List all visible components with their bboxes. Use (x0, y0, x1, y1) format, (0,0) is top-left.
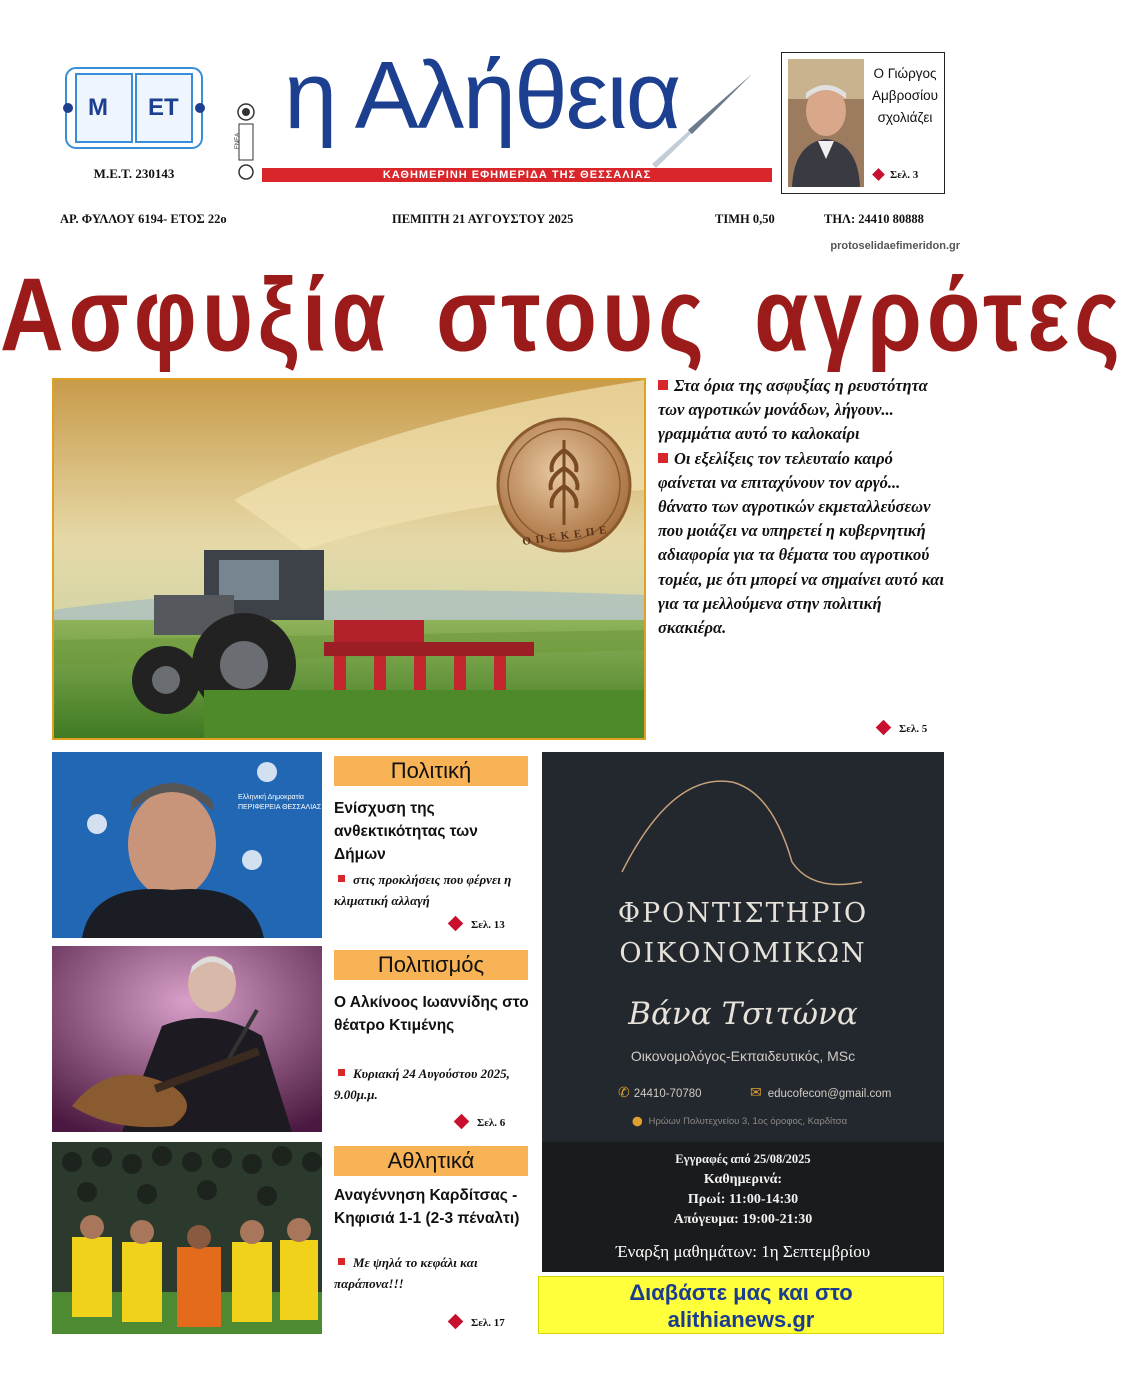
columnist-photo (788, 59, 864, 187)
diamond-icon (448, 916, 464, 932)
diamond-icon (454, 1114, 470, 1130)
ad-address-text: Ηρώων Πολυτεχνείου 3, 1ος όροφος, Καρδίτσα (648, 1116, 848, 1127)
bullet-icon (658, 453, 668, 463)
politics-sub (334, 869, 530, 911)
issue-price: ΤΙΜΗ 0,50 (715, 212, 775, 226)
phone-icon: ✆ (618, 1084, 630, 1100)
columnist-line2: Αμβροσίου (872, 88, 938, 103)
politics-photo-text2: ΠΕΡΙΦΕΡΕΙΑ ΘΕΣΣΑΛΙΑΣ (238, 804, 322, 811)
opekepe-label: Ο Π Ε Κ Ε Π Ε (521, 524, 609, 548)
met-code: Μ.Ε.Τ. 230143 (93, 166, 175, 181)
ad-role: Οικονομολόγος-Εκπαιδευτικός, MSc (630, 1048, 856, 1064)
politics-sub-text: στις προκλήσεις που φέρνει η κλιματική αλλαγή (334, 872, 512, 908)
bullet-icon (338, 1258, 345, 1265)
bullet-icon (658, 380, 668, 390)
ad-email[interactable] (750, 1084, 891, 1101)
main-bullet-2 (658, 447, 948, 641)
sports-sub (334, 1252, 530, 1294)
section-sports[interactable]: Αθλητικά (334, 1146, 528, 1176)
met-right-letters: ΕΤ (148, 94, 179, 121)
politics-title[interactable]: Ενίσχυση της ανθεκτικότητας των Δήμων (334, 800, 478, 863)
culture-page: Σελ. 6 (477, 1117, 506, 1129)
newspaper-title-text: η Αλήθεια (284, 42, 680, 149)
ad-phone[interactable] (618, 1084, 702, 1101)
ad-enroll: Εγγραφές από 25/08/2025 (675, 1152, 811, 1166)
columnist-line1: Ο Γιώργος (873, 66, 937, 81)
seal-text: ΕΝΕΑ (235, 132, 242, 150)
culture-sub-text: Κυριακή 24 Αυγούστου 2025, 9.00μ.μ. (334, 1066, 510, 1102)
ad-morning: Πρωί: 11:00-14:30 (687, 1192, 799, 1207)
columnist-caption (866, 63, 944, 129)
issue-number: ΑΡ. ΦΥΛΛΟΥ 6194- ΕΤΟΣ 22ο (60, 212, 227, 226)
sports-page-ref[interactable] (450, 1316, 505, 1329)
newspaper-title[interactable] (262, 42, 772, 170)
ad-schedule (542, 1142, 944, 1272)
section-politics[interactable]: Πολιτική (334, 756, 528, 786)
culture-sub (334, 1063, 530, 1105)
columnist-page-ref[interactable] (874, 169, 944, 181)
ad-phone-text: 24410-70780 (633, 1088, 702, 1100)
enea-seal (236, 102, 256, 182)
tagline: ΚΑΘΗΜΕΡΙΝΗ ΕΦΗΜΕΡΙΔΑ ΤΗΣ ΘΕΣΣΑΛΙΑΣ (262, 168, 772, 182)
main-page-ref[interactable] (878, 722, 927, 735)
tutoring-ad[interactable] (542, 752, 944, 1272)
source-watermark: protoselidaefimeridon.gr (830, 240, 960, 252)
ad-afternoon: Απόγευμα: 19:00-21:30 (673, 1212, 813, 1227)
location-icon: ⬤ (632, 1116, 643, 1127)
culture-photo[interactable] (52, 946, 322, 1132)
website-promo[interactable] (538, 1276, 944, 1334)
columnist-box[interactable] (781, 52, 945, 194)
main-headline[interactable]: Ασφυξία στους αγρότες (0, 255, 1125, 373)
ad-email-text: educofecon@gmail.com (767, 1088, 892, 1100)
bullet-icon (338, 1069, 345, 1076)
issue-date: ΠΕΜΠΤΗ 21 ΑΥΓΟΥΣΤΟΥ 2025 (392, 212, 574, 226)
ad-title-1: ΦΡΟΝΤΙΣΤΗΡΙΟ (617, 898, 869, 929)
sports-photo[interactable] (52, 1142, 322, 1334)
politics-photo-text1: Ελληνική Δημοκρατία (238, 794, 304, 801)
main-bullet-1-text: Στα όρια της ασφυξίας η ρευστότητα των αγροτικών μονάδων, λήγουν... γραμμάτια αυτό το καλοκαίρι (658, 376, 928, 444)
columnist-page: Σελ. 3 (890, 169, 919, 181)
ad-start: Έναρξη μαθημάτων: 1η Σεπτεμβρίου (615, 1242, 871, 1261)
culture-page-ref[interactable] (456, 1116, 505, 1129)
ad-curve-decoration (542, 752, 944, 902)
diamond-icon (876, 720, 892, 736)
columnist-line3: σχολιάζει (877, 110, 933, 125)
politics-photo[interactable] (52, 752, 322, 938)
culture-title[interactable]: Ο Αλκίνοος Ιωαννίδης στο θέατρο Κτιμένης (334, 994, 529, 1034)
sports-sub-text: Με ψηλά το κεφάλι και παράπονα!!! (334, 1255, 478, 1291)
sports-page: Σελ. 17 (471, 1317, 505, 1329)
mail-icon: ✉ (750, 1084, 762, 1100)
diamond-icon (872, 168, 885, 181)
ad-name: Βάνα Τσιτώνα (628, 996, 858, 1032)
main-story-photo[interactable] (52, 378, 646, 740)
bullet-icon (338, 875, 345, 882)
met-logo (62, 66, 206, 150)
main-story-text[interactable] (658, 374, 948, 640)
met-left-letter: Μ (88, 94, 108, 121)
politics-page: Σελ. 13 (471, 919, 505, 931)
section-culture[interactable]: Πολιτισμός (334, 950, 528, 980)
main-page: Σελ. 5 (899, 723, 928, 735)
politics-page-ref[interactable] (450, 918, 505, 931)
issue-phone: ΤΗΛ: 24410 80888 (824, 212, 924, 226)
ad-address (632, 1116, 847, 1127)
ad-daily: Καθημερινά: (703, 1172, 783, 1187)
diamond-icon (448, 1314, 464, 1330)
promo-line1: Διαβάστε μας και στο (629, 1280, 853, 1305)
promo-link[interactable]: alithianews.gr (667, 1307, 815, 1332)
main-bullet-2-text: Οι εξελίξεις τον τελευταίο καιρό φαίνεται να επιταχύνουν τον αργό... θάνατο των αγροτικών εκμεταλλεύσεων που μοιάζει να υπηρετεί η κυβερνητική αδιαφορία για τα θέματα του αγροτικού τομέα, με ότι μπορεί να σημαίνει αυτό και για τα μελλούμενα στην πολιτική σκακιέρα. (658, 448, 944, 638)
ad-title-2: ΟΙΚΟΝΟΜΙΚΩΝ (619, 938, 867, 969)
sports-title[interactable]: Αναγέννηση Καρδίτσας - Κηφισιά 1-1 (2-3 πέναλτι) (334, 1187, 520, 1227)
main-bullet-1 (658, 374, 948, 447)
